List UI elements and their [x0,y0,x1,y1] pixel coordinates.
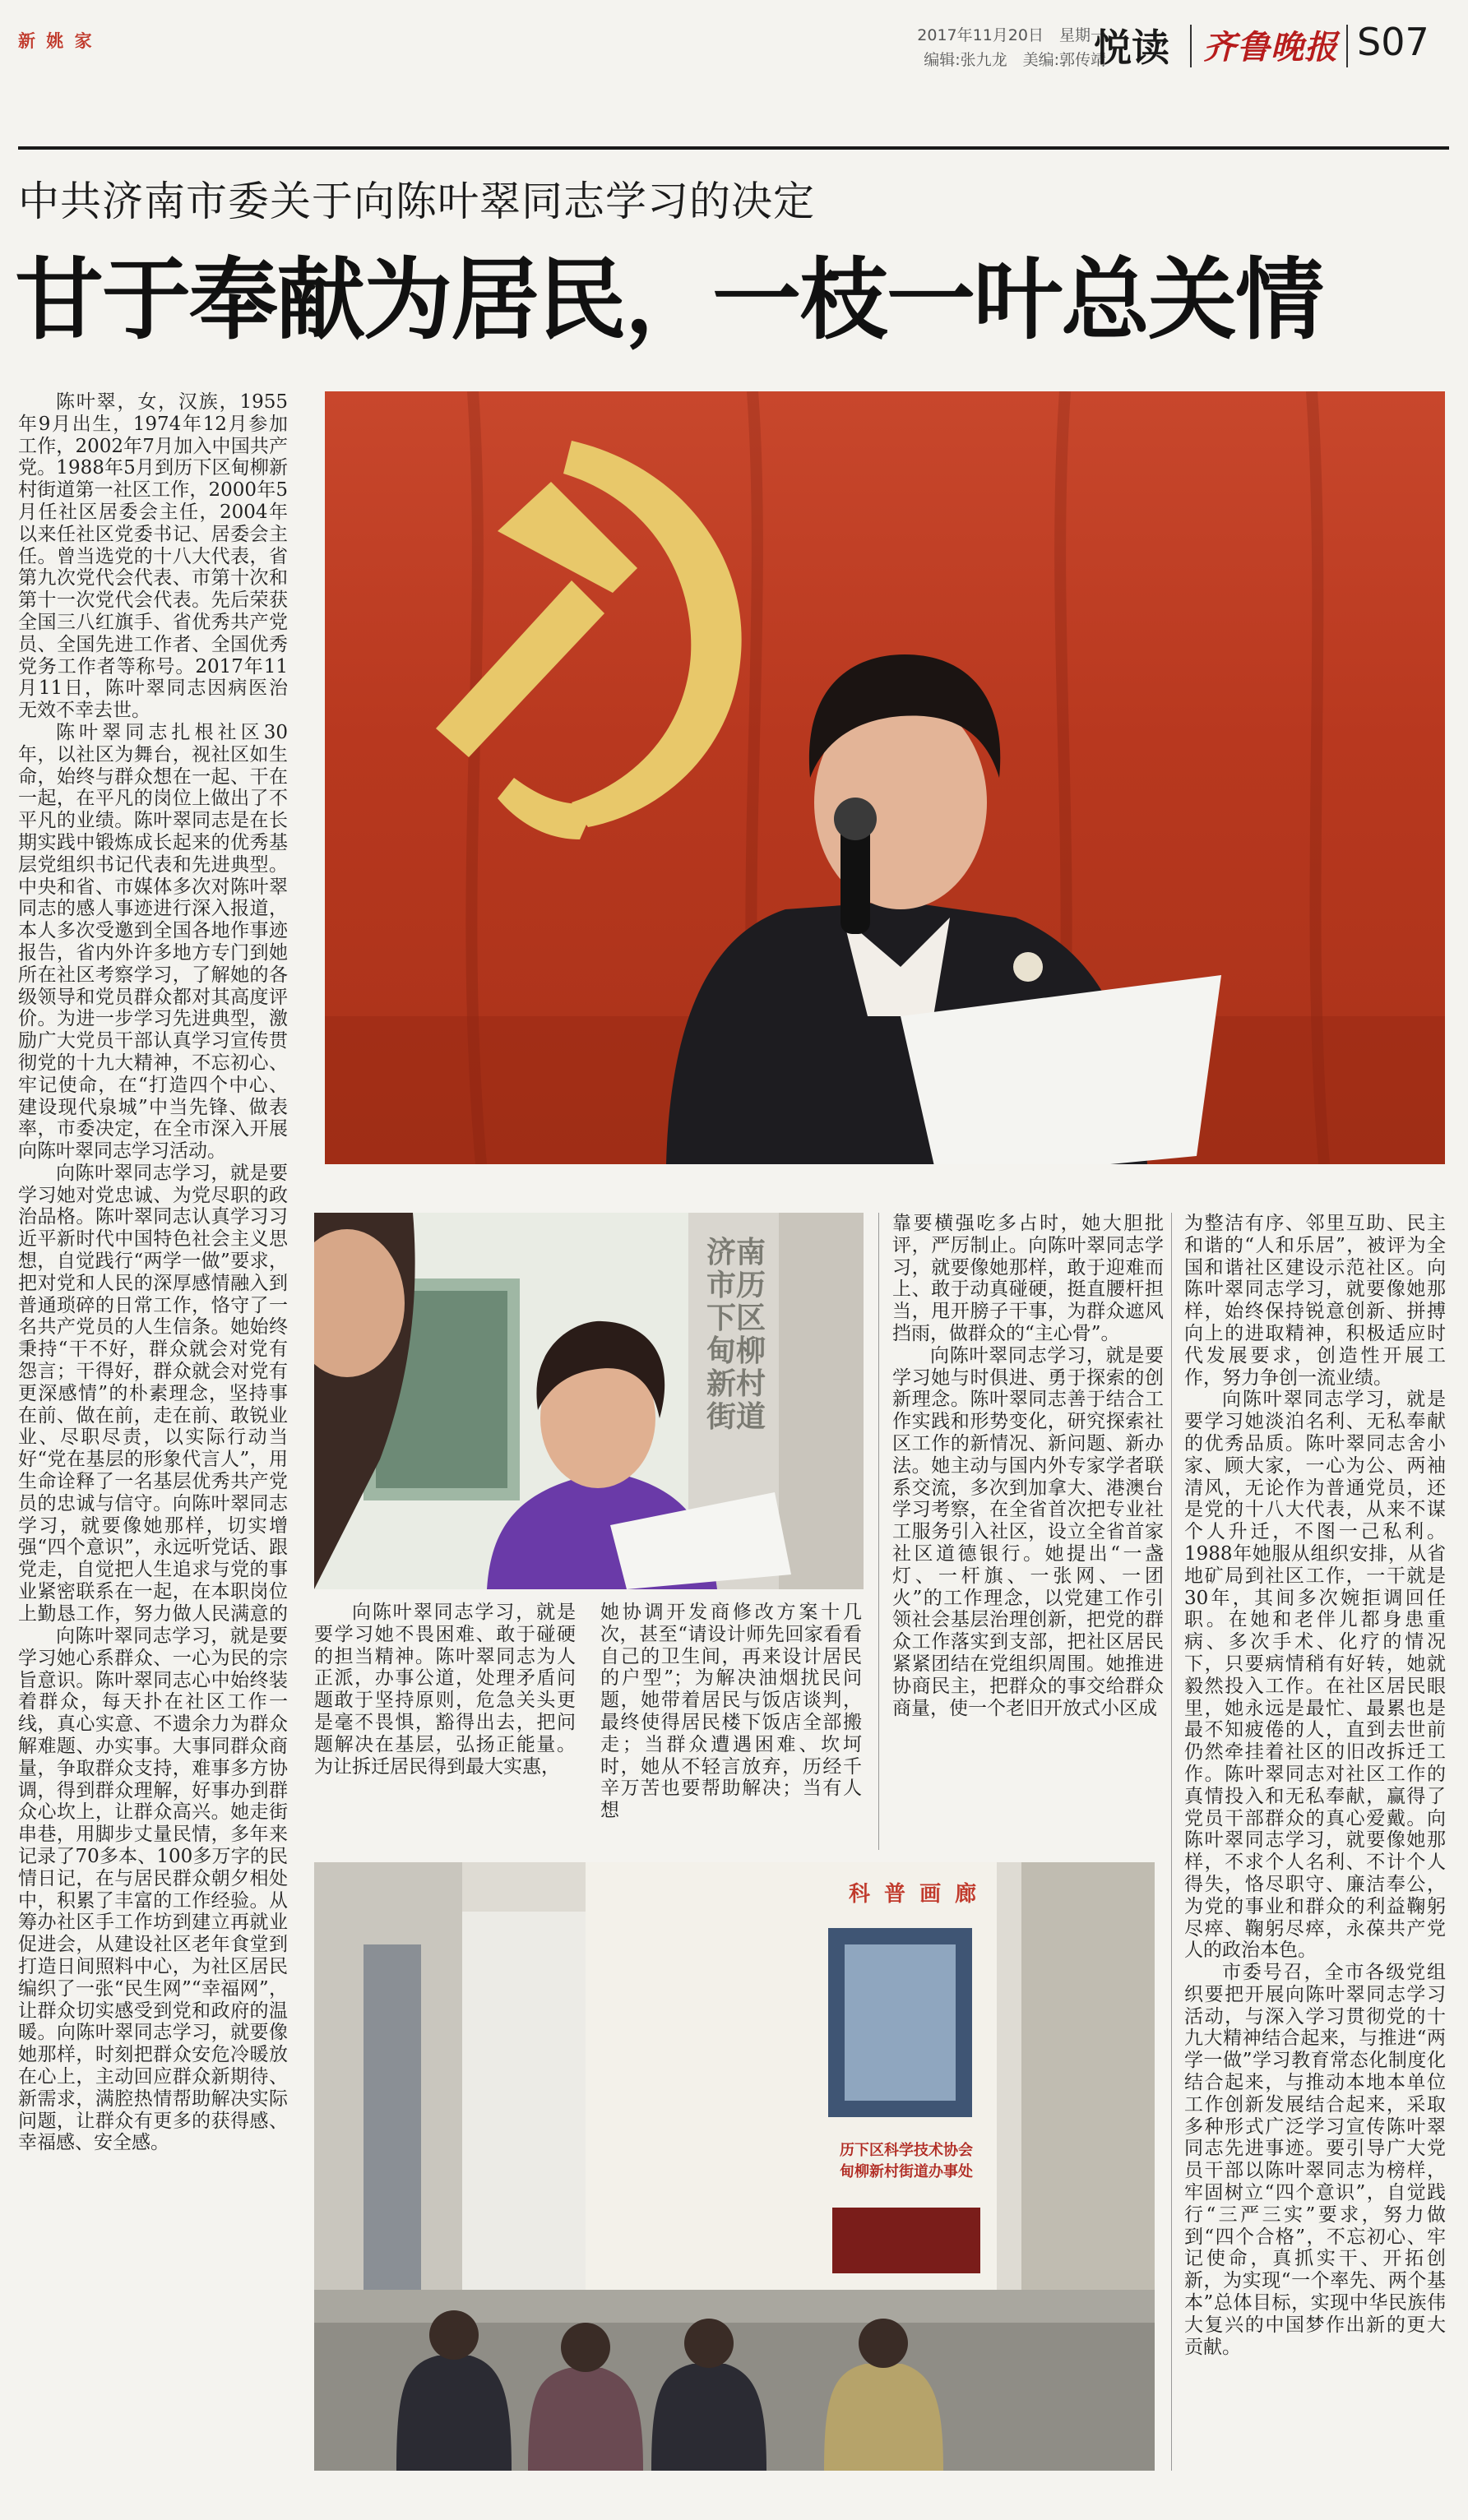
column-title: 悦读 [1094,25,1169,70]
gallery-sign: 科 普 画 廊 [849,1882,980,1907]
body-paragraph: 向陈叶翠同志学习，就是要学习她不畏困难、敢于碰硬的担当精神。陈叶翠同志为人正派，办事公道，处理矛盾问题敢于坚持原则，危急关头更是毫不畏惧，豁得出去，把问题解决在基层，弘扬正能量。为让拆迁居民得到最大实惠， [314,1602,576,1778]
headline-kicker: 中共济南市委关于向陈叶翠同志学习的决定 [18,178,815,225]
header-rule [18,146,1449,150]
body-column-2 [314,1602,576,1848]
body-paragraph: 她协调开发商修改方案十几次，甚至“请设计师先回家看看自己的卫生间，再来设计居民的户型”；为解决油烟扰民问题，她带着居民与饭店谈判，最终使得居民楼下饭店全部搬走；当群众遭遇困难、坎坷时，她从不轻言放弃，历经千辛万苦也要帮助解决；当有人想 [600,1602,862,1822]
newspaper-logo: 齐鲁晚报 [1203,28,1338,67]
body-column-1b [18,1625,288,2472]
column-divider [878,1213,879,1850]
headline-main: 甘于奉献为居民，一枝一叶总关情 [15,249,1323,352]
section-label: 新 姚 家 [18,31,95,51]
body-column-5 [1184,1213,1446,2471]
gallery-board-1: 历下区科学技术协会 [840,2142,973,2159]
body-paragraph: 陈叶翠，女，汉族，1955年9月出生，1974年12月参加工作，2002年7月加入中国共产党。1988年5月到历下区甸柳新村街道第一社区工作，2000年5月任社区居委会主任，2004年以来任社区党委书记、居委会主任。曾当选党的十八大代表，省第九次党代会代表、市第十次和第十一次党代会代表。先后荣获全国三八红旗手、省优秀共产党员、全国先进工作者、全国优秀党务工作者等称号。2017年11月11日，陈叶翠同志因病医治无效不幸去世。 [18,391,288,722]
photo-interview [314,1213,864,1589]
interview-scene [314,1213,864,1589]
gallery-board-2: 甸柳新村街道办事处 [840,2163,973,2180]
date-line: 2017年11月20日 星期一 [917,26,1106,44]
body-paragraph: 向陈叶翠同志学习，就是要学习她与时俱进、勇于探索的创新理念。陈叶翠同志善于结合工作实践和形势变化，研究探索社区工作的新情况、新问题、新办法。她主动与国内外专家学者联系交流，多次到加拿大、港澳台学习考察，在全省首次把专业社工服务引入社区，设立全省首家社区道德银行。她提出“一盏灯、一杆旗、一张网、一团火”的工作理念，以党建工作引领社会基层治理创新，把党的群众工作落实到支部，把社区居民紧紧团结在党组织周围。她推进协商民主，把群众的事交给群众商量，使一个老旧开放式小区成 [892,1344,1164,1719]
street-sign: 济南市历下区甸柳新村街道 [706,1235,766,1434]
header-divider-1 [1190,25,1192,67]
speaker-scene [325,391,1445,1164]
photo-gallery [314,1862,1155,2471]
body-paragraph: 陈叶翠同志扎根社区30年，以社区为舞台，视社区如生命，始终与群众想在一起、干在一起，在平凡的岗位上做出了不平凡的业绩。陈叶翠同志是在长期实践中锻炼成长起来的优秀基层党组织书记代表和先进典型。中央和省、市媒体多次对陈叶翠同志的感人事迹进行深入报道，本人多次受邀到全国各地作事迹报告，省内外许多地方专门到她所在社区考察学习，了解她的各级领导和党员群众都对其高度评价。为进一步学习先进典型，激励广大党员干部认真学习宣传贯彻党的十九大精神，不忘初心、牢记使命，在“打造四个中心、建设现代泉城”中当先锋、做表率，市委决定，在全市深入开展向陈叶翠同志学习活动。 [18,721,288,1163]
body-paragraph: 向陈叶翠同志学习，就是要学习她淡泊名利、无私奉献的优秀品质。陈叶翠同志舍小家、顾大家，一心为公、两袖清风，无论作为普通党员，还是党的十八大代表，从来不谋个人升迁，不图一己私利。1988年她服从组织安排，从省地矿局到社区工作，一干就是30年，其间多次婉拒调回任职。在她和老伴儿都身患重病、多次手术、化疗的情况下，只要病情稍有好转，她就毅然投入工作。在社区居民眼里，她永远是最忙、最累也是最不知疲倦的人，直到去世前仍然牵挂着社区的旧改拆迁工作。陈叶翠同志对社区工作的真情投入和无私奉献，赢得了党员干部群众的真心爱戴。向陈叶翠同志学习，就要像她那样，不求个人名利、不计个人得失，恪尽职守、廉洁奉公，为党的事业和群众的利益鞠躬尽瘁、鞠躬尽瘁，永葆共产党人的政治本色。 [1184,1389,1446,1962]
body-column-4 [892,1213,1164,1850]
photo-speaker [325,391,1445,1164]
gallery-scene [314,1862,1155,2471]
body-paragraph: 靠要横强吃多占时，她大胆批评，严厉制止。向陈叶翠同志学习，就要像她那样，敢于迎难而上、敢于动真碰硬，挺直腰杆担当，甩开膀子干事，为群众遮风挡雨，做群众的“主心骨”。 [892,1213,1164,1344]
body-paragraph: 向陈叶翠同志学习，就是要学习她对党忠诚、为党尽职的政治品格。陈叶翠同志认真学习习近平新时代中国特色社会主义思想，自觉践行“两学一做”要求，把对党和人民的深厚感情融入到普通琐碎的日常工作，恪守了一名共产党员的人生信条。她始终秉持“干不好，群众就会对党有怨言；干得好，群众就会对党有更深感情”的朴素理念，坚持事在前、做在前，走在前、敢锐业业、尽职尽责，以实际行动当好“党在基层的形象代言人”，用生命诠释了一名基层优秀共产党员的忠诚与信守。向陈叶翠同志学习，就要像她那样，切实增强“四个意识”，永远听党话、跟党走，自觉把人生追求与党的事业紧密联系在一起，在本职岗位上勤恳工作，努力做人民满意的 [18,1162,288,1625]
header-divider-2 [1346,25,1348,67]
body-paragraph: 为整洁有序、邻里互助、民主和谐的“人和乐居”，被评为全国和谐社区建设示范社区。向陈叶翠同志学习，就要像她那样，始终保持锐意创新、拼搏向上的进取精神，积极适应时代发展要求，创造性开展工作，努力争创一流业绩。 [1184,1213,1446,1389]
page-number: S07 [1357,20,1429,64]
body-column-1a [18,391,288,1625]
editors-line: 编辑:张九龙 美编:郭传靖 [924,51,1106,69]
column-divider [1171,1213,1172,2471]
body-paragraph: 市委号召，全市各级党组织要把开展向陈叶翠同志学习活动，与深入学习贯彻党的十九大精神结合起来，与推进“两学一做”学习教育常态化制度化结合起来，与推动本地本单位工作创新发展结合起来，采取多种形式广泛学习宣传陈叶翠同志先进事迹。要引导广大党员干部以陈叶翠同志为榜样，牢固树立“四个意识”，自觉践行“三严三实”要求，努力做到“四个合格”，不忘初心、牢记使命，真抓实干、开拓创新，为实现“一个率先、两个基本”总体目标，实现中华民族伟大复兴的中国梦作出新的更大贡献。 [1184,1962,1446,2358]
body-column-3 [600,1602,862,1848]
body-paragraph: 向陈叶翠同志学习，就是要学习她心系群众、一心为民的宗旨意识。陈叶翠同志心中始终装着群众，每天扑在社区工作一线，真心实意、不遗余力为群众解难题、办实事。大事同群众商量，争取群众支持，难事多方协调，得到群众理解，好事办到群众心坎上，让群众高兴。她走街串巷，用脚步丈量民情，多年来记录了70多本、100多万字的民情日记，在与居民群众朝夕相处中，积累了丰富的工作经验。从筹办社区手工作坊到建立再就业促进会，从建设社区老年食堂到打造日间照料中心，为社区居民编织了一张“民生网”“幸福网”，让群众切实感受到党和政府的温暖。向陈叶翠同志学习，就要像她那样，时刻把群众安危冷暖放在心上，主动回应群众新期待、新需求，满腔热情帮助解决实际问题，让群众有更多的获得感、幸福感、安全感。 [18,1625,288,2154]
